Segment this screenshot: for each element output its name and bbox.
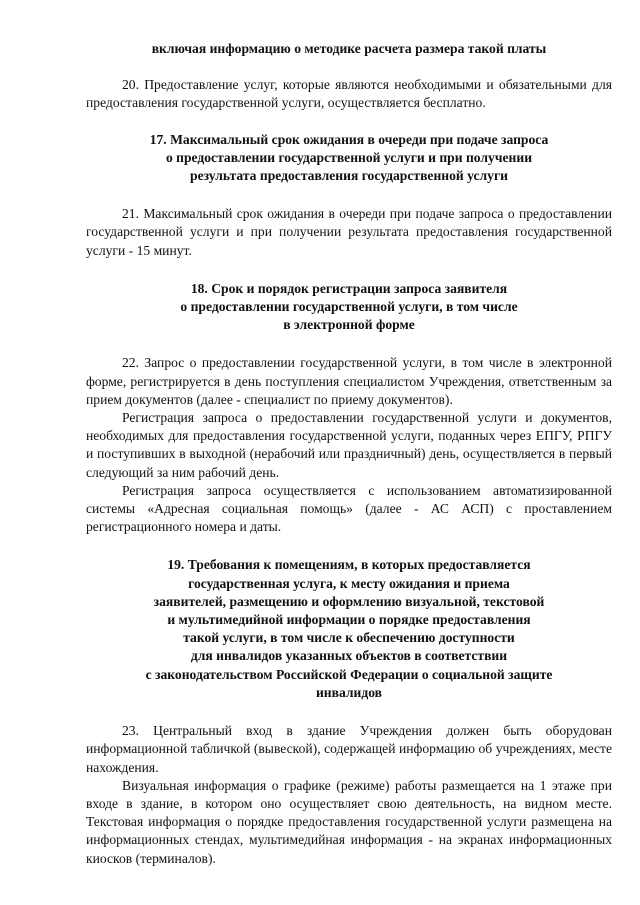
heading-line: включая информацию о методике расчета размера такой платы <box>151 41 547 56</box>
paragraph-visual-information: Визуальная информация о графике (режиме) работы размещается на 1 этаже при входе в здание, в котором оно осуществляет свою деятельность, на видном месте. Текстовая информация о порядке предоставления государственной услуги размещена на информационных стендах, мультимедийная информация - на экранах информационных киосков (терминалов). <box>86 777 612 866</box>
section-17-heading <box>86 131 612 186</box>
heading-line: и мультимедийной информации о порядке предоставления <box>167 612 531 628</box>
section-19-heading <box>86 556 612 702</box>
section-18-heading <box>86 280 612 335</box>
paragraph-22: 22. Запрос о предоставлении государственной услуги, в том числе в электронной форме, регистрируется в день поступления специалистом Учреждения, ответственным за прием документов (далее - специалист по приему документов). <box>86 355 612 407</box>
heading-line: о предоставлении государственной услуги, в том числе <box>180 299 518 315</box>
heading-line: 19. Требования к помещениям, в которых предоставляется <box>167 557 531 573</box>
document-content <box>86 40 612 868</box>
heading-line: о предоставлении государственной услуги и при получении <box>165 149 533 165</box>
paragraph-registration-asp: Регистрация запроса осуществляется с использованием автоматизированной системы «Адресная социальная помощь» (далее - АС АСП) с проставлением регистрационного номера и даты. <box>86 482 612 535</box>
heading-line: такой услуги, в том числе к обеспечению доступности <box>183 630 515 646</box>
heading-line: инвалидов <box>315 684 383 700</box>
paragraph-21: 21. Максимальный срок ожидания в очереди при подаче запроса о предоставлении государственной услуги и при получении результата предоставления государственной услуги - 15 минут. <box>86 206 612 258</box>
heading-line: для инвалидов указанных объектов в соответствии <box>190 648 508 664</box>
heading-line: 18. Срок и порядок регистрации запроса заявителя <box>190 280 508 296</box>
heading-line: заявителей, размещению и оформлению визуальной, текстовой <box>153 593 545 609</box>
continuation-heading <box>86 40 612 58</box>
paragraph-23: 23. Центральный вход в здание Учреждения должен быть оборудован информационной табличкой (вывеской), содержащей информацию об учреждениях, месте нахождения. <box>86 723 612 775</box>
heading-line: результата предоставления государственной услуги <box>190 168 508 184</box>
heading-line: с законодательством Российской Федерации о социальной защите <box>145 666 553 682</box>
heading-line: государственная услуга, к месту ожидания и приема <box>188 575 510 591</box>
paragraph-20: 20. Предоставление услуг, которые являются необходимыми и обязательными для предоставления государственной услуги, осуществляется бесплатно. <box>86 77 612 111</box>
heading-line: в электронной форме <box>283 317 415 333</box>
paragraph-registration-epgu: Регистрация запроса о предоставлении государственной услуги и документов, необходимых для предоставления государственной услуги, поданных через ЕПГУ, РПГУ и поступивших в выходной (нерабочий или праздничный) день, осуществляется в первый следующий за ним рабочий день. <box>86 410 612 480</box>
heading-line: 17. Максимальный срок ожидания в очереди при подаче запроса <box>149 131 549 147</box>
